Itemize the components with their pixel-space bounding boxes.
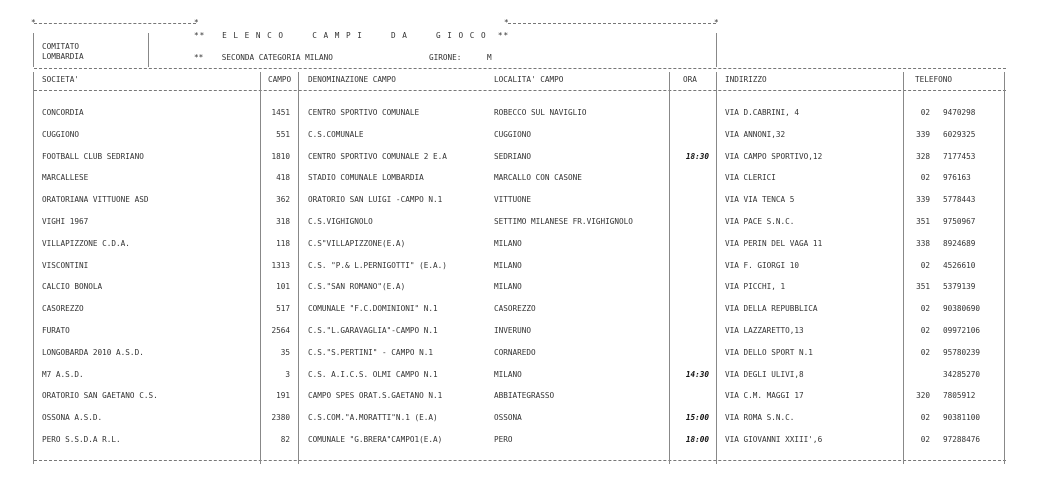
cell-indirizzo: VIA GIOVANNI XXIII',6	[725, 435, 823, 444]
cell-campo: 418	[276, 173, 290, 183]
cell-phone-prefix: 02	[920, 413, 930, 423]
cell-campo: 191	[276, 391, 290, 401]
cell-societa: LONGOBARDA 2010 A.S.D.	[42, 347, 144, 357]
cell-localita: CUGGIONO	[494, 129, 532, 139]
cell-ora: 18:00	[685, 435, 709, 444]
cell-ora: 15:00	[685, 413, 709, 423]
cell-societa: VISCONTINI	[42, 260, 89, 270]
cell-campo: 35	[280, 347, 290, 357]
cell-societa: CASOREZZO	[42, 304, 84, 314]
cell-societa: VIGHI 1967	[42, 217, 89, 226]
cell-localita: MILANO	[494, 282, 522, 292]
cell-denominazione: C.S. A.I.C.S. OLMI CAMPO N.1	[308, 369, 438, 379]
cell-localita: MILANO	[494, 260, 522, 270]
cell-localita: SETTIMO MILANESE FR.VIGHIGNOLO	[494, 217, 633, 226]
cell-phone-number: 4526610	[943, 260, 976, 270]
header-right-border	[716, 33, 717, 67]
cell-localita: ROBECCO SUL NAVIGLIO	[494, 108, 587, 117]
cell-denominazione: C.S."S.PERTINI" - CAMPO N.1	[308, 347, 433, 357]
col-header-ora: ORA	[683, 75, 697, 84]
cell-localita: MILANO	[494, 369, 522, 379]
cell-denominazione: C.S.COM."A.MORATTI"N.1 (E.A)	[308, 413, 438, 423]
col-header-indirizzo: INDIRIZZO	[725, 75, 767, 84]
col-border	[716, 72, 717, 464]
cell-campo: 101	[276, 282, 290, 292]
cell-campo: 1810	[271, 151, 290, 161]
col-border	[33, 72, 34, 464]
cell-localita: PERO	[494, 435, 513, 444]
cell-societa: CALCIO BONOLA	[42, 282, 103, 292]
cell-phone-prefix: 351	[916, 282, 930, 292]
header-inner-border	[148, 33, 149, 67]
comitato-value: LOMBARDIA	[42, 52, 84, 61]
cell-phone-prefix: 339	[916, 195, 930, 205]
cell-campo: 82	[280, 435, 290, 444]
col-border	[298, 72, 299, 464]
cell-indirizzo: VIA ROMA S.N.C.	[725, 413, 795, 423]
cell-phone-number: 976163	[943, 173, 971, 183]
cell-campo: 318	[276, 217, 290, 226]
cell-phone-number: 90380690	[943, 304, 981, 314]
top-rule-right	[508, 23, 716, 24]
cell-societa: CONCORDIA	[42, 108, 84, 117]
cell-societa: M7 A.S.D.	[42, 369, 84, 379]
cell-denominazione: CENTRO SPORTIVO COMUNALE 2 E.A	[308, 151, 447, 161]
cell-phone-number: 5778443	[943, 195, 976, 205]
cell-phone-number: 7805912	[943, 391, 976, 401]
cell-localita: CASOREZZO	[494, 304, 536, 314]
cell-denominazione: C.S.COMUNALE	[308, 129, 364, 139]
col-border	[669, 72, 670, 464]
cell-campo: 2564	[271, 326, 290, 335]
col-border	[1004, 72, 1005, 464]
cell-indirizzo: VIA CAMPO SPORTIVO,12	[725, 151, 823, 161]
col-header-telefono: TELEFONO	[915, 75, 953, 84]
cell-denominazione: C.S"VILLAPIZZONE(E.A)	[308, 238, 406, 248]
cell-phone-number: 5379139	[943, 282, 976, 292]
cell-phone-number: 6029325	[943, 129, 976, 139]
cell-denominazione: ORATORIO SAN LUIGI -CAMPO N.1	[308, 195, 443, 205]
cell-phone-number: 97288476	[943, 435, 981, 444]
cell-denominazione: CENTRO SPORTIVO COMUNALE	[308, 108, 420, 117]
cell-campo: 1313	[271, 260, 290, 270]
cell-phone-number: 8924689	[943, 238, 976, 248]
cell-localita: OSSONA	[494, 413, 522, 423]
cell-denominazione: C.S."L.GARAVAGLIA"-CAMPO N.1	[308, 326, 438, 335]
cell-phone-prefix: 338	[916, 238, 930, 248]
cell-phone-prefix: 02	[920, 435, 930, 444]
cell-societa: FOOTBALL CLUB SEDRIANO	[42, 151, 144, 161]
cell-denominazione: C.S."SAN ROMANO"(E.A)	[308, 282, 406, 292]
cell-denominazione: COMUNALE "G.BRERA"CAMPO1(E.A)	[308, 435, 443, 444]
col-header-societa: SOCIETA'	[42, 75, 80, 84]
cell-phone-number: 9750967	[943, 217, 976, 226]
cell-indirizzo: VIA D.CABRINI, 4	[725, 108, 800, 117]
cell-phone-number: 90381100	[943, 413, 981, 423]
cell-societa: CUGGIONO	[42, 129, 80, 139]
cell-localita: CORNAREDO	[494, 347, 536, 357]
cell-societa: VILLAPIZZONE C.D.A.	[42, 238, 130, 248]
cell-phone-prefix: 339	[916, 129, 930, 139]
cell-societa: FURATO	[42, 326, 70, 335]
col-header-localita: LOCALITA' CAMPO	[494, 75, 564, 84]
cell-denominazione: CAMPO SPES ORAT.S.GAETANO N.1	[308, 391, 443, 401]
cell-localita: VITTUONE	[494, 195, 532, 205]
cell-phone-number: 34285270	[943, 369, 981, 379]
cell-indirizzo: VIA PACE S.N.C.	[725, 217, 795, 226]
cell-phone-prefix: 328	[916, 151, 930, 161]
cell-denominazione: COMUNALE "F.C.DOMINIONI" N.1	[308, 304, 438, 314]
cell-phone-prefix: 02	[920, 304, 930, 314]
cell-indirizzo: VIA DEGLI ULIVI,8	[725, 369, 804, 379]
cell-campo: 1451	[271, 108, 290, 117]
girone-value: M	[487, 53, 492, 62]
corner-mark: *	[714, 18, 719, 27]
cell-phone-prefix: 02	[920, 108, 930, 117]
cell-societa: MARCALLESE	[42, 173, 89, 183]
report-title: ** E L E N C O C A M P I D A G I O C O **	[194, 31, 510, 40]
col-header-campo: CAMPO	[268, 75, 292, 84]
cell-indirizzo: VIA DELLA REPUBBLICA	[725, 304, 818, 314]
cell-societa: ORATORIANA VITTUONE ASD	[42, 195, 149, 205]
cell-denominazione: STADIO COMUNALE LOMBARDIA	[308, 173, 424, 183]
cell-localita: MARCALLO CON CASONE	[494, 173, 582, 183]
cell-campo: 517	[276, 304, 290, 314]
cell-indirizzo: VIA C.M. MAGGI 17	[725, 391, 804, 401]
cell-denominazione: C.S.VIGHIGNOLO	[308, 217, 373, 226]
comitato-label: COMITATO	[42, 42, 80, 51]
cell-indirizzo: VIA PERIN DEL VAGA 11	[725, 238, 823, 248]
top-rule	[34, 23, 196, 24]
cell-phone-number: 7177453	[943, 151, 976, 161]
col-header-denominazione: DENOMINAZIONE CAMPO	[308, 75, 396, 84]
header-bottom-rule	[34, 90, 1006, 91]
cell-phone-prefix: 02	[920, 326, 930, 335]
cell-indirizzo: VIA ANNONI,32	[725, 129, 786, 139]
cell-societa: ORATORIO SAN GAETANO C.S.	[42, 391, 158, 401]
cell-campo: 3	[285, 369, 290, 379]
table-bottom-rule	[34, 460, 1006, 461]
cell-localita: SEDRIANO	[494, 151, 532, 161]
cell-campo: 551	[276, 129, 290, 139]
cell-localita: INVERUNO	[494, 326, 532, 335]
cell-campo: 362	[276, 195, 290, 205]
cell-phone-prefix: 351	[916, 217, 930, 226]
cell-denominazione: C.S. "P.& L.PERNIGOTTI" (E.A.)	[308, 260, 447, 270]
corner-mark: *	[194, 18, 199, 27]
cell-phone-number: 09972106	[943, 326, 981, 335]
cell-societa: OSSONA A.S.D.	[42, 413, 103, 423]
corner-mark: *	[31, 18, 36, 27]
cell-phone-prefix: 320	[916, 391, 930, 401]
table-top-rule	[34, 68, 1006, 69]
cell-localita: ABBIATEGRASSO	[494, 391, 555, 401]
cell-indirizzo: VIA CLERICI	[725, 173, 776, 183]
cell-indirizzo: VIA F. GIORGI 10	[725, 260, 800, 270]
cell-indirizzo: VIA PICCHI, 1	[725, 282, 786, 292]
cell-indirizzo: VIA VIA TENCA 5	[725, 195, 795, 205]
category-line: ** SECONDA CATEGORIA MILANO	[194, 53, 333, 62]
cell-localita: MILANO	[494, 238, 522, 248]
cell-societa: PERO S.S.D.A R.L.	[42, 435, 121, 444]
cell-indirizzo: VIA LAZZARETTO,13	[725, 326, 804, 335]
cell-phone-number: 9470298	[943, 108, 976, 117]
girone-label: GIRONE:	[429, 53, 462, 62]
cell-phone-prefix: 02	[920, 173, 930, 183]
cell-phone-number: 95780239	[943, 347, 981, 357]
cell-campo: 118	[276, 238, 290, 248]
cell-ora: 18:30	[685, 151, 709, 161]
cell-phone-prefix: 02	[920, 347, 930, 357]
corner-mark: *	[504, 18, 509, 27]
cell-campo: 2380	[271, 413, 290, 423]
header-left-border	[33, 33, 34, 67]
cell-indirizzo: VIA DELLO SPORT N.1	[725, 347, 813, 357]
cell-ora: 14:30	[685, 369, 709, 379]
cell-phone-prefix: 02	[920, 260, 930, 270]
